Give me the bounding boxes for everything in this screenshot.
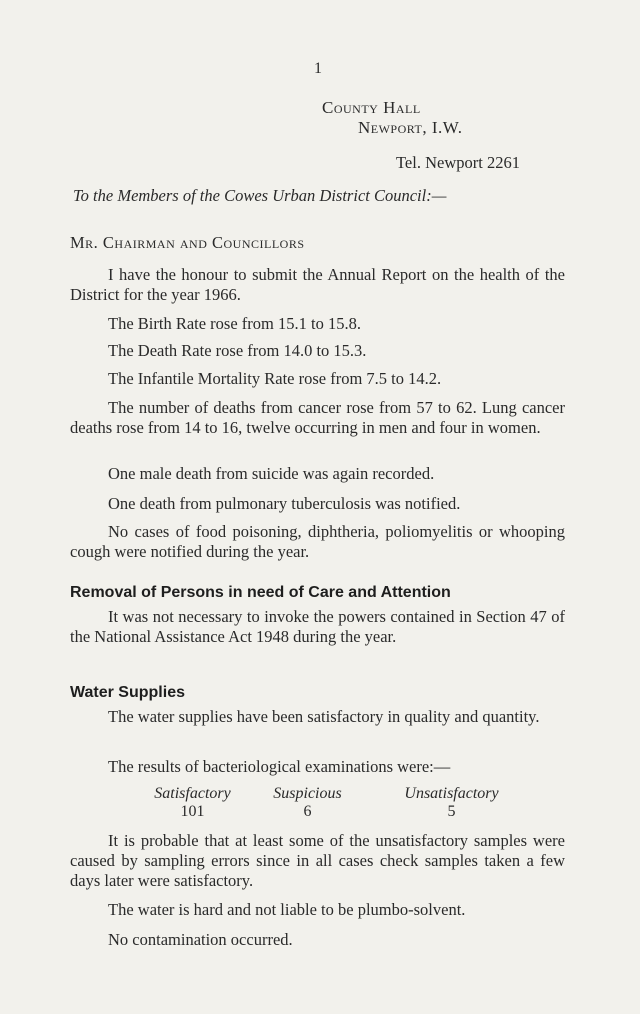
paragraph-infant-mortality bbox=[70, 369, 565, 389]
paragraph-cancer bbox=[70, 398, 565, 438]
salutation: To the Members of the Cowes Urban District Council:— bbox=[73, 186, 447, 205]
paragraph-water-quality bbox=[70, 707, 565, 727]
birth-rate-text: The Birth Rate rose from 15.1 to 15.8. bbox=[108, 314, 361, 333]
paragraph-hard-water bbox=[70, 900, 565, 920]
heading-care-attention: Removal of Persons in need of Care and Attention bbox=[70, 584, 451, 601]
results-label: Satisfactory bbox=[154, 785, 231, 802]
paragraph-birth-rate bbox=[70, 314, 565, 334]
notifications-text: No cases of food poisoning, diphtheria, poliomyelitis or whooping cough were notified during the year. bbox=[70, 522, 565, 561]
death-rate-text: The Death Rate rose from 14.0 to 15.3. bbox=[108, 341, 367, 360]
paragraph-care-attention bbox=[70, 607, 565, 647]
paragraph-death-rate bbox=[70, 341, 565, 361]
page-number: 1 bbox=[314, 60, 322, 77]
results-column-satisfactory bbox=[145, 785, 240, 821]
results-column-unsatisfactory bbox=[374, 785, 529, 821]
intro-text: I have the honour to submit the Annual Report on the health of the District for the year 1966. bbox=[70, 265, 565, 304]
paragraph-contamination bbox=[70, 930, 565, 950]
results-value: 6 bbox=[303, 803, 312, 820]
addressee: Mr. Chairman and Councillors bbox=[70, 233, 305, 252]
water-results-intro-text: The results of bacteriological examinations were:— bbox=[108, 757, 451, 776]
address-telephone: Tel. Newport 2261 bbox=[396, 153, 520, 172]
paragraph-tuberculosis bbox=[70, 494, 565, 514]
water-quality-text: The water supplies have been satisfactory in quality and quantity. bbox=[108, 707, 540, 726]
heading-water-supplies: Water Supplies bbox=[70, 684, 185, 701]
results-value: 101 bbox=[180, 803, 205, 820]
tuberculosis-text: One death from pulmonary tuberculosis was notified. bbox=[108, 494, 461, 513]
paragraph-intro bbox=[70, 265, 565, 305]
paragraph-sampling-errors bbox=[70, 831, 565, 891]
results-label: Unsatisfactory bbox=[404, 785, 499, 802]
suicide-text: One male death from suicide was again recorded. bbox=[108, 464, 435, 483]
contamination-text: No contamination occurred. bbox=[108, 930, 293, 949]
paragraph-notifications bbox=[70, 522, 565, 562]
sampling-errors-text: It is probable that at least some of the unsatisfactory samples were caused by sampling errors since in all cases check samples taken a few days later were satisfactory. bbox=[70, 831, 565, 890]
address-line-1: County Hall bbox=[322, 98, 421, 117]
results-column-suspicious bbox=[255, 785, 360, 821]
care-attention-text: It was not necessary to invoke the powers contained in Section 47 of the National Assistance Act 1948 during the year. bbox=[70, 607, 565, 646]
cancer-text: The number of deaths from cancer rose from 57 to 62. Lung cancer deaths rose from 14 to 16, twelve occurring in men and four in women. bbox=[70, 398, 565, 437]
hard-water-text: The water is hard and not liable to be plumbo-solvent. bbox=[108, 900, 466, 919]
paragraph-suicide bbox=[70, 464, 565, 484]
infant-mortality-text: The Infantile Mortality Rate rose from 7.5 to 14.2. bbox=[108, 369, 442, 388]
address-line-2: Newport, I.W. bbox=[358, 118, 463, 137]
results-value: 5 bbox=[447, 803, 456, 820]
results-label: Suspicious bbox=[273, 785, 342, 802]
paragraph-water-results-intro bbox=[70, 757, 565, 777]
